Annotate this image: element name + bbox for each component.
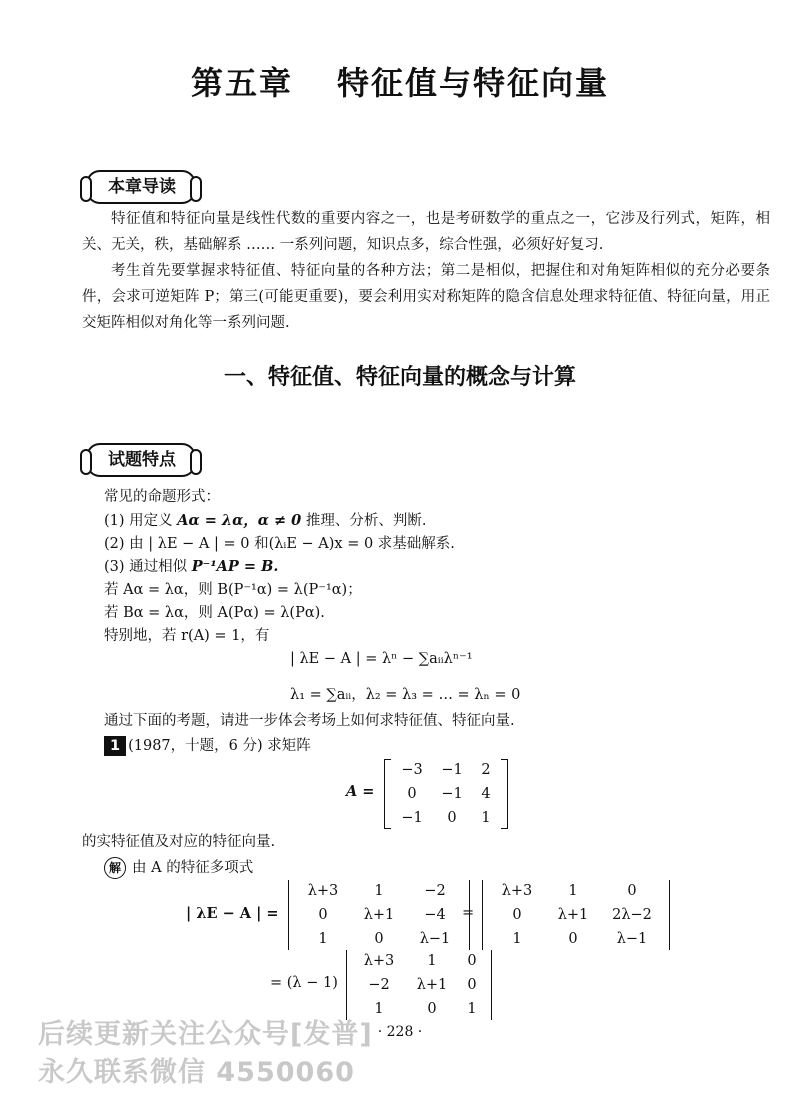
feature-item-2-mid: 和 (249, 536, 269, 552)
determinant-2-cell: 0 (568, 931, 578, 947)
intro-paragraphs (82, 206, 770, 336)
chapter-name: 特征值与特征向量 (337, 64, 610, 102)
determinant-3-cell: 1 (374, 1001, 384, 1017)
determinant-1-cell: −2 (424, 883, 446, 899)
problem-matrix-cell: 0 (447, 810, 457, 826)
problem-matrix-cell: −1 (401, 810, 423, 826)
determinant-3-cell: 0 (467, 977, 477, 993)
feature-line-5: 若 Bα = λα，则 A(Pα) = λ(Pα). (104, 605, 325, 621)
determinant-3-cell: 1 (467, 1001, 477, 1017)
determinant-2-cell: 1 (512, 931, 522, 947)
determinant-2 (482, 880, 670, 950)
problem-matrix-cell: −3 (401, 762, 423, 778)
feature-line-4: 若 Aα = λα，则 B(P⁻¹α) = λ(P⁻¹α)； (104, 582, 362, 598)
feature-item-3-prefix: (3) 通过相似 (104, 559, 192, 575)
determinant-3-cell: λ+1 (416, 977, 448, 993)
determinant-1-cell: 1 (374, 883, 384, 899)
solution-intro-text: 由 A 的特征多项式 (132, 860, 254, 876)
feature-item-2-math2: (λᵢE − A)x = 0 (268, 536, 374, 552)
problem-header (104, 735, 311, 757)
feature-line-6: 特别地，若 r(A) = 1，有 (104, 628, 270, 644)
solution-lhs: | λE − A | = (186, 905, 279, 922)
feature-item-2-math: | λE − A | = 0 (148, 536, 250, 552)
feature-item-1-math: Aα = λα，α ≠ 0 (177, 512, 302, 529)
problem-matrix-label: A = (346, 783, 375, 800)
problem-tail: 的实特征值及对应的特征向量. (82, 834, 276, 850)
problem-matrix-cell: 4 (481, 786, 491, 802)
determinant-2-cell: λ+3 (501, 883, 533, 899)
determinant-3-cell: 1 (427, 953, 437, 969)
determinant-1-cell: 1 (318, 931, 328, 947)
feature-item-1-suffix: 推理、分析、判断. (301, 513, 427, 529)
features-closing: 通过下面的考题，请进一步体会考场上如何求特征值、特征向量. (104, 713, 515, 729)
determinant-2-cell: 0 (627, 883, 637, 899)
feature-item-2-prefix: (2) 由 (104, 536, 149, 552)
problem-source: (1987，十题，6 分) 求矩阵 (128, 738, 311, 754)
intro-paragraph-2: 考生首先要掌握求特征值、特征向量的各种方法；第二是相似，把握住和对角矩阵相似的充分必要条件，会求可逆矩阵 P；第三(可能更重要)，要会利用实对称矩阵的隐含信息处理求特征值、特征向量，用正交矩阵相似对角化等一系列问题. (82, 263, 770, 331)
problem-matrix (384, 759, 508, 829)
determinant-3-cell: 0 (427, 1001, 437, 1017)
feature-item-3 (104, 556, 278, 578)
determinant-2-cell: 0 (512, 907, 522, 923)
determinant-2-cell: λ−1 (616, 931, 648, 947)
solution-intro (104, 857, 253, 879)
feature-item-2-suffix: 求基础解系. (373, 536, 455, 552)
problem-number: 1 (104, 736, 126, 756)
determinant-1-cell: λ−1 (419, 931, 451, 947)
section-title: 一、特征值、特征向量的概念与计算 (223, 365, 576, 390)
problem-matrix-cell: −1 (441, 762, 463, 778)
determinant-1-cell: λ+3 (307, 883, 339, 899)
watermark-line-1: 后续更新关注公众号[发普] (38, 1019, 373, 1050)
determinant-3-cell: −2 (368, 977, 390, 993)
features-badge: 试题特点 (86, 443, 196, 477)
problem-matrix-cell: −1 (441, 786, 463, 802)
intro-badge: 本章导读 (86, 170, 196, 204)
determinant-2-cell: 2λ−2 (612, 907, 652, 923)
determinant-3-cell: λ+3 (363, 953, 395, 969)
problem-matrix-cell: 0 (407, 786, 417, 802)
determinant-1-cell: 0 (318, 907, 328, 923)
determinant-3-cell: 0 (467, 953, 477, 969)
solution-factor: = (λ − 1) (270, 975, 338, 991)
determinant-2-cell: λ+1 (557, 907, 589, 923)
determinant-1-cell: 0 (374, 931, 384, 947)
chapter-title (0, 58, 800, 104)
equation-characteristic: | λE − A | = λⁿ − ∑aᵢᵢλⁿ⁻¹ (290, 651, 473, 667)
feature-item-1-prefix: (1) 用定义 (104, 513, 178, 529)
feature-item-3-math: P⁻¹AP = B. (191, 558, 279, 575)
determinant-1 (288, 880, 470, 950)
problem-matrix-cell: 2 (481, 762, 491, 778)
intro-paragraph-1: 特征值和特征向量是线性代数的重要内容之一，也是考研数学的重点之一，它涉及行列式，矩阵，相关、无关，秩，基础解系 …… 一系列问题，知识点多，综合性强，必须好好复习. (82, 211, 770, 253)
solution-mark-icon: 解 (104, 857, 126, 879)
determinant-2-cell: 1 (568, 883, 578, 899)
features-lead: 常见的命题形式： (104, 489, 220, 505)
feature-item-1 (104, 510, 426, 532)
solution-equals: = (462, 905, 475, 921)
equation-eigenvalues: λ₁ = ∑aᵢᵢ，λ₂ = λ₃ = … = λₙ = 0 (290, 687, 521, 703)
determinant-1-cell: λ+1 (363, 907, 395, 923)
chapter-number: 第五章 (190, 64, 293, 102)
determinant-3 (346, 950, 492, 1020)
feature-item-2 (104, 533, 455, 555)
page-number: · 228 · (377, 1024, 423, 1040)
problem-matrix-cell: 1 (481, 810, 491, 826)
watermark-line-2: 永久联系微信 4550060 (38, 1057, 355, 1088)
determinant-1-cell: −4 (424, 907, 446, 923)
